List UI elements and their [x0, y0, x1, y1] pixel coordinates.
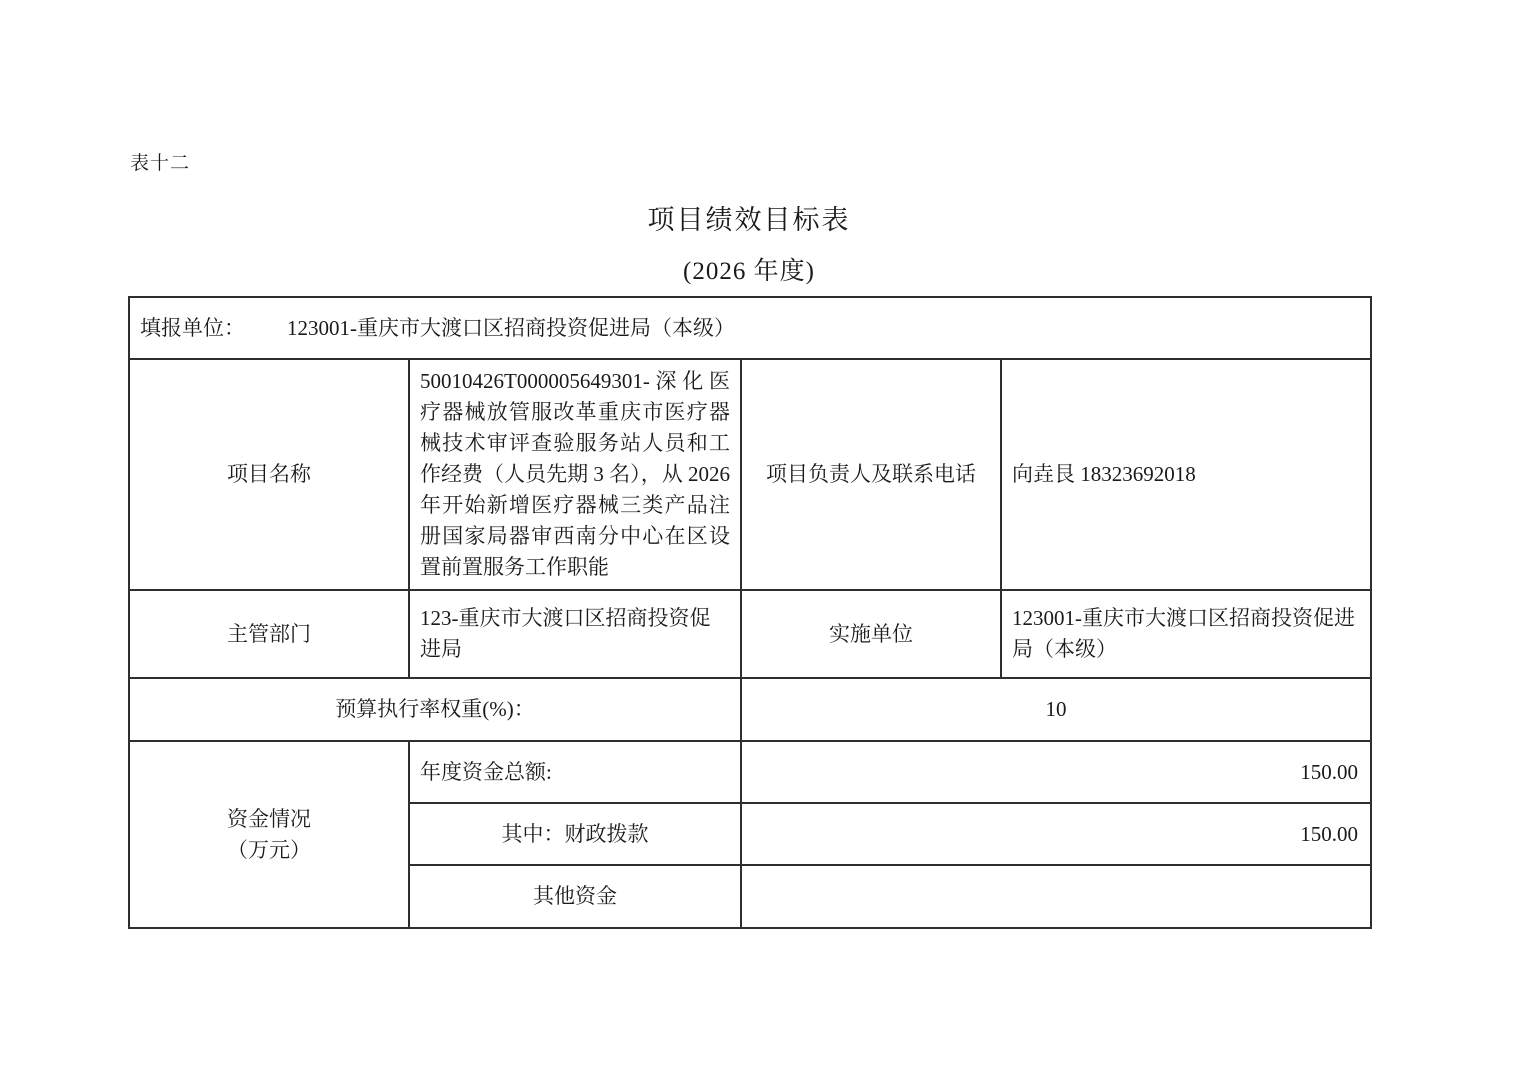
implementing-unit-value: 123001-重庆市大渡口区招商投资促进局（本级） — [1001, 590, 1371, 678]
table-row-budget-execution-weight — [129, 678, 1371, 741]
table-row-project — [129, 359, 1371, 590]
department-value: 123-重庆市大渡口区招商投资促进局 — [409, 590, 741, 678]
page-title: 项目绩效目标表 — [647, 205, 851, 235]
funds-label-line1: 资金情况 — [227, 806, 311, 831]
reporting-unit-label: 填报单位： — [140, 315, 245, 340]
implementing-unit-label: 实施单位 — [741, 590, 1001, 678]
fiscal-allocation-label: 其中：财政拨款 — [409, 803, 741, 865]
table-row-annual-total — [129, 741, 1371, 803]
doc-index-label: 表十二 — [130, 153, 191, 174]
project-name-value: 50010426T000005649301-深化医疗器械放管服改革重庆市医疗器械技术审评查验服务站人员和工作经费（人员先期 3 名），从 2026 年开始新增医疗器械三类产品注册国家局器审西南分中心在区设置前置服务工作职能 — [409, 359, 741, 590]
funds-label-line2: （万元） — [227, 837, 311, 862]
department-label: 主管部门 — [129, 590, 409, 678]
annual-total-value: 150.00 — [741, 741, 1371, 803]
table-row-reporting-unit — [129, 297, 1371, 359]
project-manager-value: 向垚艮 18323692018 — [1001, 359, 1371, 590]
budget-execution-weight-label: 预算执行率权重(%)： — [129, 678, 741, 741]
page-subtitle: (2026 年度) — [683, 258, 815, 285]
other-funds-label: 其他资金 — [409, 865, 741, 928]
annual-total-label: 年度资金总额: — [409, 741, 741, 803]
reporting-unit-value: 123001-重庆市大渡口区招商投资促进局（本级） — [287, 315, 735, 340]
other-funds-value — [741, 865, 1371, 928]
table-row-department — [129, 590, 1371, 678]
funds-section-label — [129, 741, 409, 928]
budget-execution-weight-value: 10 — [741, 678, 1371, 741]
performance-target-table — [128, 296, 1372, 929]
project-name-label: 项目名称 — [129, 359, 409, 590]
fiscal-allocation-value: 150.00 — [741, 803, 1371, 865]
reporting-unit-cell — [129, 297, 1371, 359]
project-manager-label: 项目负责人及联系电话 — [741, 359, 1001, 590]
